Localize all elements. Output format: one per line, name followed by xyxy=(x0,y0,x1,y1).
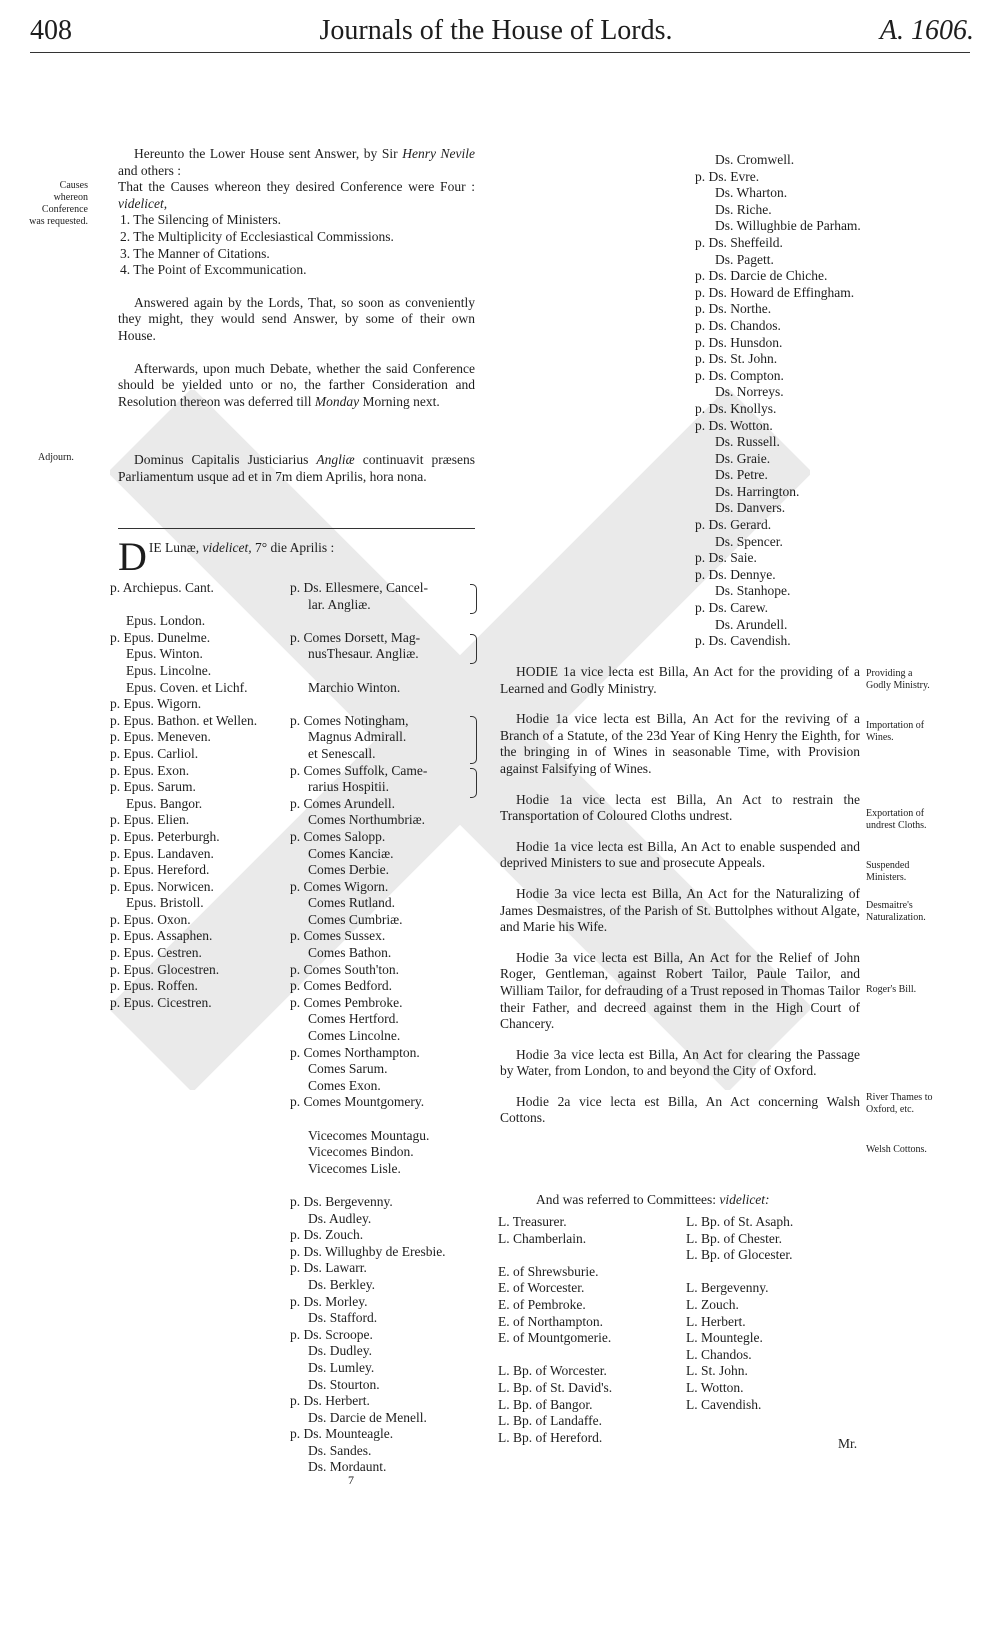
drop-cap: D xyxy=(118,534,147,579)
list-item: Comes Lincolne. xyxy=(308,1028,401,1044)
list-item: p. Epus. Exon. xyxy=(110,762,190,778)
bills-section xyxy=(500,664,860,1141)
list-item: p. Epus. Sarum. xyxy=(110,779,196,795)
list-item: p. Ds. Saie. xyxy=(695,550,757,566)
bill-entry: Hodie 2a vice lecta est Billa, An Act concerning Walsh Cottons. xyxy=(500,1093,860,1126)
list-item: p. Ds. Darcie de Chiche. xyxy=(695,268,828,284)
committees-right xyxy=(686,1214,866,1413)
margin-note-adjourn: Adjourn. xyxy=(38,452,74,463)
page-header xyxy=(0,14,992,54)
committee-member: L. Bp. of Landaffe. xyxy=(498,1413,602,1429)
list-item: Comes Sarum. xyxy=(308,1061,388,1077)
grouping-bracket xyxy=(470,584,477,614)
list-item: Ds. Lumley. xyxy=(308,1359,375,1375)
list-item: 4. The Point of Excommunication. xyxy=(120,262,307,278)
grouping-bracket xyxy=(470,768,477,798)
list-item: rarius Hospitii. xyxy=(308,779,389,795)
committee-member: E. of Worcester. xyxy=(498,1280,585,1296)
list-item: Comes Derbie. xyxy=(308,862,389,878)
committee-member: L. Bp. of Worcester. xyxy=(498,1363,607,1379)
list-item: p. Epus. Glocestren. xyxy=(110,961,220,977)
committee-member: L. Bergevenny. xyxy=(686,1280,769,1296)
list-item: Marchio Winton. xyxy=(308,679,401,695)
page-catchword: Mr. xyxy=(838,1436,858,1451)
margin-note-bill: River Thames to Oxford, etc. xyxy=(866,1092,933,1115)
committee-member: L. Herbert. xyxy=(686,1313,746,1329)
list-item: p. Ds. Compton. xyxy=(695,367,784,383)
list-item: p. Comes Wigorn. xyxy=(290,878,389,894)
list-item: p. Epus. Meneven. xyxy=(110,729,211,745)
list-item: Ds. Darcie de Menell. xyxy=(308,1409,427,1425)
attendance-column-2 xyxy=(290,580,480,1476)
list-item: nusThesaur. Angliæ. xyxy=(308,646,419,662)
list-item: p. Comes Dorsett, Mag- xyxy=(290,629,421,645)
bill-entry: Hodie 3a vice lecta est Billa, An Act for the Relief of John Roger, Gentleman, against Robert Tailor, Paule Tailor, and William Tailor, for defrauding of a Trust reposed in Thomas Tailor their Father, and decreed against them in the High Court of Chancery. xyxy=(500,949,860,1032)
list-item: p. Ds. St. John. xyxy=(695,351,778,367)
answer-paragraph: Hereunto the Lower House sent Answer, by Sir Henry Nevile and others : xyxy=(118,146,476,178)
committee-member xyxy=(498,1247,678,1264)
list-item: Comes Bathon. xyxy=(308,945,392,961)
list-item: p. Ds. Wotton. xyxy=(695,417,773,433)
list-item: Vicecomes Lisle. xyxy=(308,1160,401,1176)
section-rule xyxy=(118,528,475,529)
committee-member: L. Bp. of Hereford. xyxy=(498,1429,603,1445)
column-catchword: 7 xyxy=(348,1473,354,1487)
list-item: et Senescall. xyxy=(308,745,376,761)
list-item: p. Ds. Gerard. xyxy=(695,517,772,533)
list-item: 3. The Manner of Citations. xyxy=(120,245,270,261)
list-item: p. Epus. Elien. xyxy=(110,812,190,828)
list-item xyxy=(110,597,290,614)
list-item: Epus. Bangor. xyxy=(126,795,203,811)
list-item: Ds. Stourton. xyxy=(308,1376,380,1392)
list-item: p. Ds. Lawarr. xyxy=(290,1260,367,1276)
list-item: p. Epus. Dunelme. xyxy=(110,629,211,645)
committee-member: L. Cavendish. xyxy=(686,1396,762,1412)
list-item: Ds. Mordaunt. xyxy=(308,1459,387,1475)
list-item: p. Ds. Chandos. xyxy=(695,317,781,333)
list-item: p. Ds. Northe. xyxy=(695,301,772,317)
header-rule xyxy=(30,52,970,53)
margin-note-bill: Importation of Wines. xyxy=(866,720,925,743)
list-item: p. Epus. Bathon. et Wellen. xyxy=(110,712,258,728)
list-item: p. Comes Arundell. xyxy=(290,795,395,811)
list-item: p. Ds. Howard de Effingham. xyxy=(695,284,855,300)
list-item: p. Ds. Carew. xyxy=(695,600,768,616)
list-item: p. Epus. Landaven. xyxy=(110,845,214,861)
list-item: p. Epus. Roffen. xyxy=(110,978,198,994)
list-item: p. Comes Pembroke. xyxy=(290,994,403,1010)
list-item: Comes Exon. xyxy=(308,1077,381,1093)
list-item: Ds. Willughbie de Parham. xyxy=(715,218,861,234)
list-item: Ds. Dudley. xyxy=(308,1343,372,1359)
causes-paragraph: That the Causes whereon they desired Conference were Four : videlicet, xyxy=(118,179,475,211)
list-item: Comes Northumbriæ. xyxy=(308,812,425,828)
margin-note-bill: Desmaitre's Naturalization. xyxy=(866,900,926,923)
committee-member: E. of Mountgomerie. xyxy=(498,1330,612,1346)
list-item: Ds. Stafford. xyxy=(308,1310,378,1326)
list-item: Ds. Danvers. xyxy=(715,500,786,516)
list-item: p. Comes Salopp. xyxy=(290,828,386,844)
list-item: p. Ds. Mounteagle. xyxy=(290,1426,394,1442)
margin-note-bill: Providing a Godly Ministry. xyxy=(866,668,930,691)
committee-member: L. St. John. xyxy=(686,1363,748,1379)
list-item: p. Epus. Oxon. xyxy=(110,911,191,927)
causes-list xyxy=(118,212,475,278)
list-item: 2. The Multiplicity of Ecclesiastical Commissions. xyxy=(120,228,394,244)
list-item: Ds. Russell. xyxy=(715,434,780,450)
page-number: 408 xyxy=(30,15,72,46)
list-item: Ds. Berkley. xyxy=(308,1276,375,1292)
attendance-column-1 xyxy=(110,580,290,1011)
adjourn-paragraph: Dominus Capitalis Justiciarius Angliæ continuavit præsens Parliamentum usque ad et in 7m diem Aprilis, hora nona. xyxy=(118,452,475,484)
bill-entry: HODIE 1a vice lecta est Billa, An Act for the providing of a Learned and Godly Ministry. xyxy=(500,664,860,696)
list-item: Ds. Stanhope. xyxy=(715,583,791,599)
day-heading: D IE Lunæ, videlicet, 7° die Aprilis : xyxy=(118,534,335,579)
list-item: p. Comes Suffolk, Came- xyxy=(290,762,428,778)
list-item: Epus. Coven. et Lichf. xyxy=(126,679,248,695)
list-item: 1. The Silencing of Ministers. xyxy=(120,212,281,228)
answered-paragraph: Answered again by the Lords, That, so soon as conveniently they might, they would send Answer, by some of their own House. xyxy=(118,294,475,343)
grouping-bracket xyxy=(470,634,477,664)
margin-note-conference: Causes whereon Conference was requested. xyxy=(29,180,88,227)
list-item: Epus. Lincolne. xyxy=(126,662,212,678)
committee-member: L. Mountegle. xyxy=(686,1330,763,1346)
list-item: p. Ds. Cavendish. xyxy=(695,633,791,649)
committee-member: L. Chamberlain. xyxy=(498,1230,587,1246)
list-item: p. Epus. Carliol. xyxy=(110,745,199,761)
list-item xyxy=(290,1177,480,1194)
committees-left xyxy=(498,1214,678,1446)
list-item: Magnus Admirall. xyxy=(308,729,407,745)
list-item: Ds. Petre. xyxy=(715,467,768,483)
list-item: p. Ds. Evre. xyxy=(695,168,760,184)
list-item: Ds. Graie. xyxy=(715,450,771,466)
list-item: Comes Rutland. xyxy=(308,895,395,911)
margin-note-bill: Welsh Cottons. xyxy=(866,1144,927,1155)
margin-note-bill: Roger's Bill. xyxy=(866,984,917,995)
debate-paragraph: Afterwards, upon much Debate, whether the said Conference should be yielded unto or no, the farther Consideration and Resolution thereon was deferred till Monday Morning next. xyxy=(118,360,475,409)
list-item: Ds. Wharton. xyxy=(715,185,788,201)
list-item xyxy=(290,663,480,680)
list-item: p. Ds. Sheffeild. xyxy=(695,234,783,250)
list-item: p. Epus. Assaphen. xyxy=(110,928,213,944)
list-item: Ds. Harrington. xyxy=(715,483,800,499)
list-item: p. Ds. Scroope. xyxy=(290,1326,373,1342)
list-item: Comes Hertford. xyxy=(308,1011,399,1027)
list-item: p. Ds. Dennye. xyxy=(695,566,776,582)
list-item: Epus. Bristoll. xyxy=(126,895,204,911)
bill-entry: Hodie 3a vice lecta est Billa, An Act for clearing the Passage by Water, from London, to and beyond the City of Oxford. xyxy=(500,1046,860,1079)
list-item: Epus. Winton. xyxy=(126,646,203,662)
margin-note-bill: Exportation of undrest Cloths. xyxy=(866,808,927,831)
list-item: Ds. Riche. xyxy=(715,201,772,217)
committees-heading: And was referred to Committees: videlicet: xyxy=(536,1192,770,1207)
committee-member: L. Zouch. xyxy=(686,1296,739,1312)
attendance-column-3 xyxy=(695,152,965,650)
list-item: p. Ds. Herbert. xyxy=(290,1393,370,1409)
list-item: p. Epus. Cestren. xyxy=(110,945,202,961)
list-item: p. Comes South'ton. xyxy=(290,961,399,977)
committee-member xyxy=(498,1347,678,1364)
committee-member: L. Bp. of St. David's. xyxy=(498,1379,613,1395)
list-item xyxy=(290,1111,480,1128)
list-item: p. Ds. Hunsdon. xyxy=(695,334,783,350)
list-item: p. Comes Notingham, xyxy=(290,712,409,728)
list-item: Vicecomes Mountagu. xyxy=(308,1127,430,1143)
list-item: Vicecomes Bindon. xyxy=(308,1144,414,1160)
list-item: p. Epus. Cicestren. xyxy=(110,994,212,1010)
bill-entry: Hodie 1a vice lecta est Billa, An Act for the reviving of a Branch of a Statute, of the 23d Year of King Henry the Eighth, for the bringing in of Wines in seasonable Time, with Provision against Falsifying of Wines. xyxy=(500,711,860,776)
page-year: A. 1606. xyxy=(879,15,974,46)
list-item: Ds. Norreys. xyxy=(715,384,784,400)
committee-member: E. of Shrewsburie. xyxy=(498,1263,599,1279)
list-item: p. Ds. Ellesmere, Cancel- xyxy=(290,580,428,595)
committee-member: L. Bp. of St. Asaph. xyxy=(686,1214,794,1229)
list-item: Comes Kanciæ. xyxy=(308,845,394,861)
list-item: Epus. London. xyxy=(126,613,206,629)
list-item: Ds. Sandes. xyxy=(308,1442,372,1458)
grouping-bracket xyxy=(470,716,477,764)
bill-entry: Hodie 1a vice lecta est Billa, An Act to enable suspended and deprived Ministers to sue and prosecute Appeals. xyxy=(500,838,860,871)
list-item: p. Comes Bedford. xyxy=(290,978,392,994)
list-item: p. Comes Sussex. xyxy=(290,928,386,944)
list-item: Ds. Arundell. xyxy=(715,616,788,632)
list-item: Ds. Audley. xyxy=(308,1210,372,1226)
list-item: p. Epus. Peterburgh. xyxy=(110,828,220,844)
page-title: Journals of the House of Lords. xyxy=(319,15,673,46)
committee-member: L. Wotton. xyxy=(686,1379,744,1395)
list-item: p. Ds. Morley. xyxy=(290,1293,368,1309)
committee-member: L. Bp. of Chester. xyxy=(686,1230,782,1246)
bill-entry: Hodie 1a vice lecta est Billa, An Act to restrain the Transportation of Coloured Cloths undrest. xyxy=(500,791,860,824)
list-item: Ds. Pagett. xyxy=(715,251,774,267)
list-item xyxy=(290,613,480,630)
list-item: p. Comes Mountgomery. xyxy=(290,1094,425,1110)
committee-member: L. Treasurer. xyxy=(498,1214,567,1229)
committee-member: E. of Pembroke. xyxy=(498,1296,586,1312)
list-item: p. Epus. Norwicen. xyxy=(110,878,214,894)
list-item: p. Ds. Bergevenny. xyxy=(290,1193,393,1209)
list-item xyxy=(290,696,480,713)
committee-member xyxy=(686,1264,866,1281)
list-item: p. Ds. Knollys. xyxy=(695,400,777,416)
committee-member: L. Bp. of Glocester. xyxy=(686,1247,793,1263)
list-item: p. Epus. Hereford. xyxy=(110,862,210,878)
committee-member: L. Bp. of Bangor. xyxy=(498,1396,593,1412)
conference-section xyxy=(118,146,475,410)
committee-member: E. of Northampton. xyxy=(498,1313,603,1329)
list-item: lar. Angliæ. xyxy=(308,596,371,612)
list-item: p. Archiepus. Cant. xyxy=(110,580,214,595)
list-item: p. Ds. Zouch. xyxy=(290,1227,364,1243)
list-item: Ds. Cromwell. xyxy=(715,152,795,167)
margin-note-bill: Suspended Ministers. xyxy=(866,860,910,883)
list-item: p. Comes Northampton. xyxy=(290,1044,420,1060)
list-item: p. Epus. Wigorn. xyxy=(110,696,202,712)
list-item: p. Ds. Willughby de Eresbie. xyxy=(290,1243,446,1259)
list-item: Ds. Spencer. xyxy=(715,533,783,549)
committee-member: L. Chandos. xyxy=(686,1346,752,1362)
list-item: Comes Cumbriæ. xyxy=(308,911,403,927)
bill-entry: Hodie 3a vice lecta est Billa, An Act for the Naturalizing of James Desmaistres, of the Parish of St. Buttolphes without Algate, and Marie his Wife. xyxy=(500,885,860,935)
